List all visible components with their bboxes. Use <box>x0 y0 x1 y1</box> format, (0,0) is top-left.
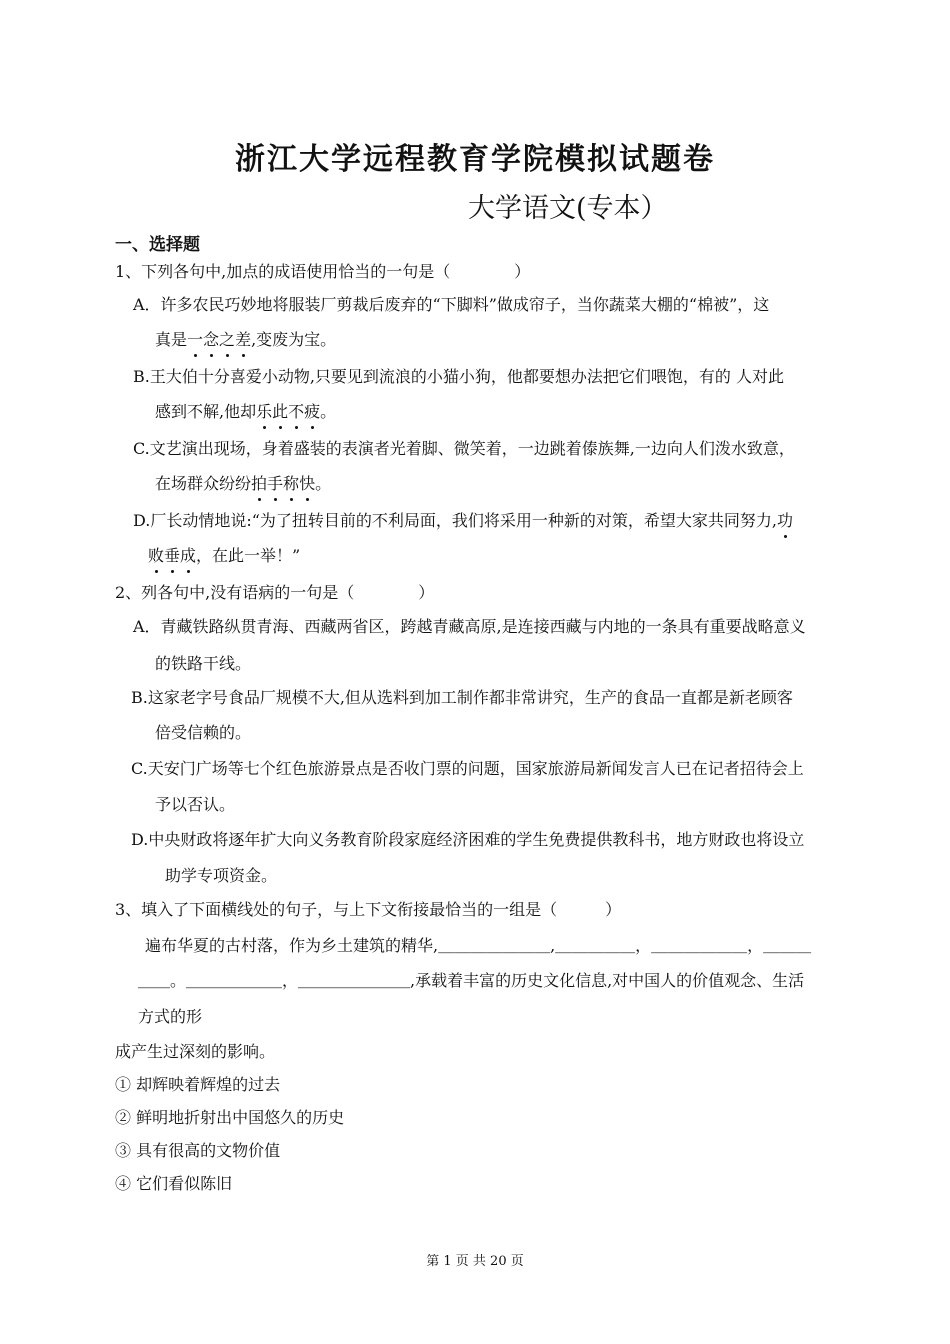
q2-option-b-line2: 倍受信赖的。 <box>155 723 252 742</box>
q1-c-post: 。 <box>315 474 332 493</box>
q1-d-idiom-char: 败 <box>148 543 164 566</box>
q1-d-pre: D.厂长动情地说:“为了扭转目前的不利局面，我们将采用一种新的对策，希望大家共同努力, <box>133 511 778 530</box>
q1-b-idiom-char: 乐 <box>256 399 272 422</box>
q1-b-post: 。 <box>320 402 337 421</box>
q2-stem: 2、列各句中,没有语病的一句是（ ） <box>115 583 435 602</box>
q3-stem: 3、填入了下面横线处的句子，与上下文衔接最恰当的一组是（ ） <box>115 900 622 919</box>
q1-option-c-line2 <box>155 471 331 494</box>
q2-option-a-line2: 的铁路干线。 <box>155 654 252 673</box>
q1-d-idiom-char: 垂 <box>164 543 180 566</box>
course-subtitle: 大学语文(专本） <box>468 193 668 224</box>
q1-b-pre: 感到不解,他却 <box>155 402 257 421</box>
q1-option-c-line1: C.文艺演出现场，身着盛装的表演者光着脚、微笑着，一边跳着傣族舞,一边向人们泼水致意， <box>133 439 795 458</box>
q3-passage-line4: 成产生过深刻的影响。 <box>115 1042 276 1061</box>
q3-passage-line3: 方式的形 <box>138 1007 203 1026</box>
q1-a-idiom-char: 之 <box>219 327 235 350</box>
q2-option-c-line1: C.天安门广场等七个红色旅游景点是否收门票的问题，国家旅游局新闻发言人已在记者招待会上 <box>131 759 804 778</box>
q1-option-b-line2 <box>155 399 336 422</box>
q2-option-c-line2: 予以否认。 <box>155 795 236 814</box>
q1-stem: 1、下列各句中,加点的成语使用恰当的一句是（ ） <box>115 262 531 281</box>
q1-a-pre: 真是 <box>155 330 188 349</box>
q1-b-idiom-char: 疲 <box>304 399 320 422</box>
q1-option-d-line2 <box>148 543 300 566</box>
q3-option-4: ④ 它们看似陈旧 <box>115 1174 233 1193</box>
q3-option-3: ③ 具有很高的文物价值 <box>115 1141 281 1160</box>
q1-option-d-line1 <box>133 508 793 531</box>
q1-option-a-line2 <box>155 327 336 350</box>
q1-a-idiom-char: 念 <box>203 327 219 350</box>
page-title: 浙江大学远程教育学院模拟试题卷 <box>235 142 715 177</box>
section-heading: 一、选择题 <box>115 235 200 255</box>
q1-c-pre: 在场群众纷纷 <box>155 474 252 493</box>
q3-passage-line2: ＿＿。＿＿＿＿＿＿，＿＿＿＿＿＿＿,承载着丰富的历史文化信息,对中国人的价值观念、生活 <box>138 971 805 990</box>
q1-b-idiom-char: 此 <box>272 399 288 422</box>
q2-option-a-line1: A．青藏铁路纵贯青海、西藏两省区，跨越青藏高原,是连接西藏与内地的一条具有重要战略意义 <box>133 617 806 636</box>
q1-b-idiom-char: 不 <box>288 399 304 422</box>
q3-option-2: ② 鲜明地折射出中国悠久的历史 <box>115 1108 345 1127</box>
q1-option-b-line1: B.王大伯十分喜爱小动物,只要见到流浪的小猫小狗，他都要想办法把它们喂饱，有的 人对此 <box>133 367 785 386</box>
q1-c-idiom-char: 称 <box>283 471 299 494</box>
q2-option-b-line1: B.这家老字号食品厂规模不大,但从选料到加工制作都非常讲究，生产的食品一直都是新老顾客 <box>131 688 793 707</box>
q1-a-idiom-char: 一 <box>187 327 203 350</box>
q1-c-idiom-char: 手 <box>267 471 283 494</box>
q1-c-idiom-char: 拍 <box>251 471 267 494</box>
q1-a-post: ,变废为宝。 <box>251 330 337 349</box>
q1-d-idiom-char: 功 <box>777 508 793 531</box>
q1-option-a-line1: A．许多农民巧妙地将服装厂剪裁后废弃的“下脚料”做成帘子，当你蔬菜大棚的“棉被”，这 <box>133 295 770 314</box>
q1-d-post: ，在此一举！” <box>196 546 301 565</box>
q3-passage-line1: 遍布华夏的古村落，作为乡土建筑的精华,＿＿＿＿＿＿＿,＿＿＿＿＿，＿＿＿＿＿＿，＿＿＿ <box>145 936 812 955</box>
page-number: 第 1 页 共 20 页 <box>426 1254 524 1269</box>
q2-option-d-line2: 助学专项资金。 <box>165 866 278 885</box>
q3-option-1: ① 却辉映着辉煌的过去 <box>115 1075 281 1094</box>
q1-a-idiom-char: 差 <box>235 327 251 350</box>
q1-c-idiom-char: 快 <box>299 471 315 494</box>
q2-option-d-line1: D.中央财政将逐年扩大向义务教育阶段家庭经济困难的学生免费提供教科书，地方财政也将设立 <box>131 830 805 849</box>
q1-d-idiom-char: 成 <box>180 543 196 566</box>
